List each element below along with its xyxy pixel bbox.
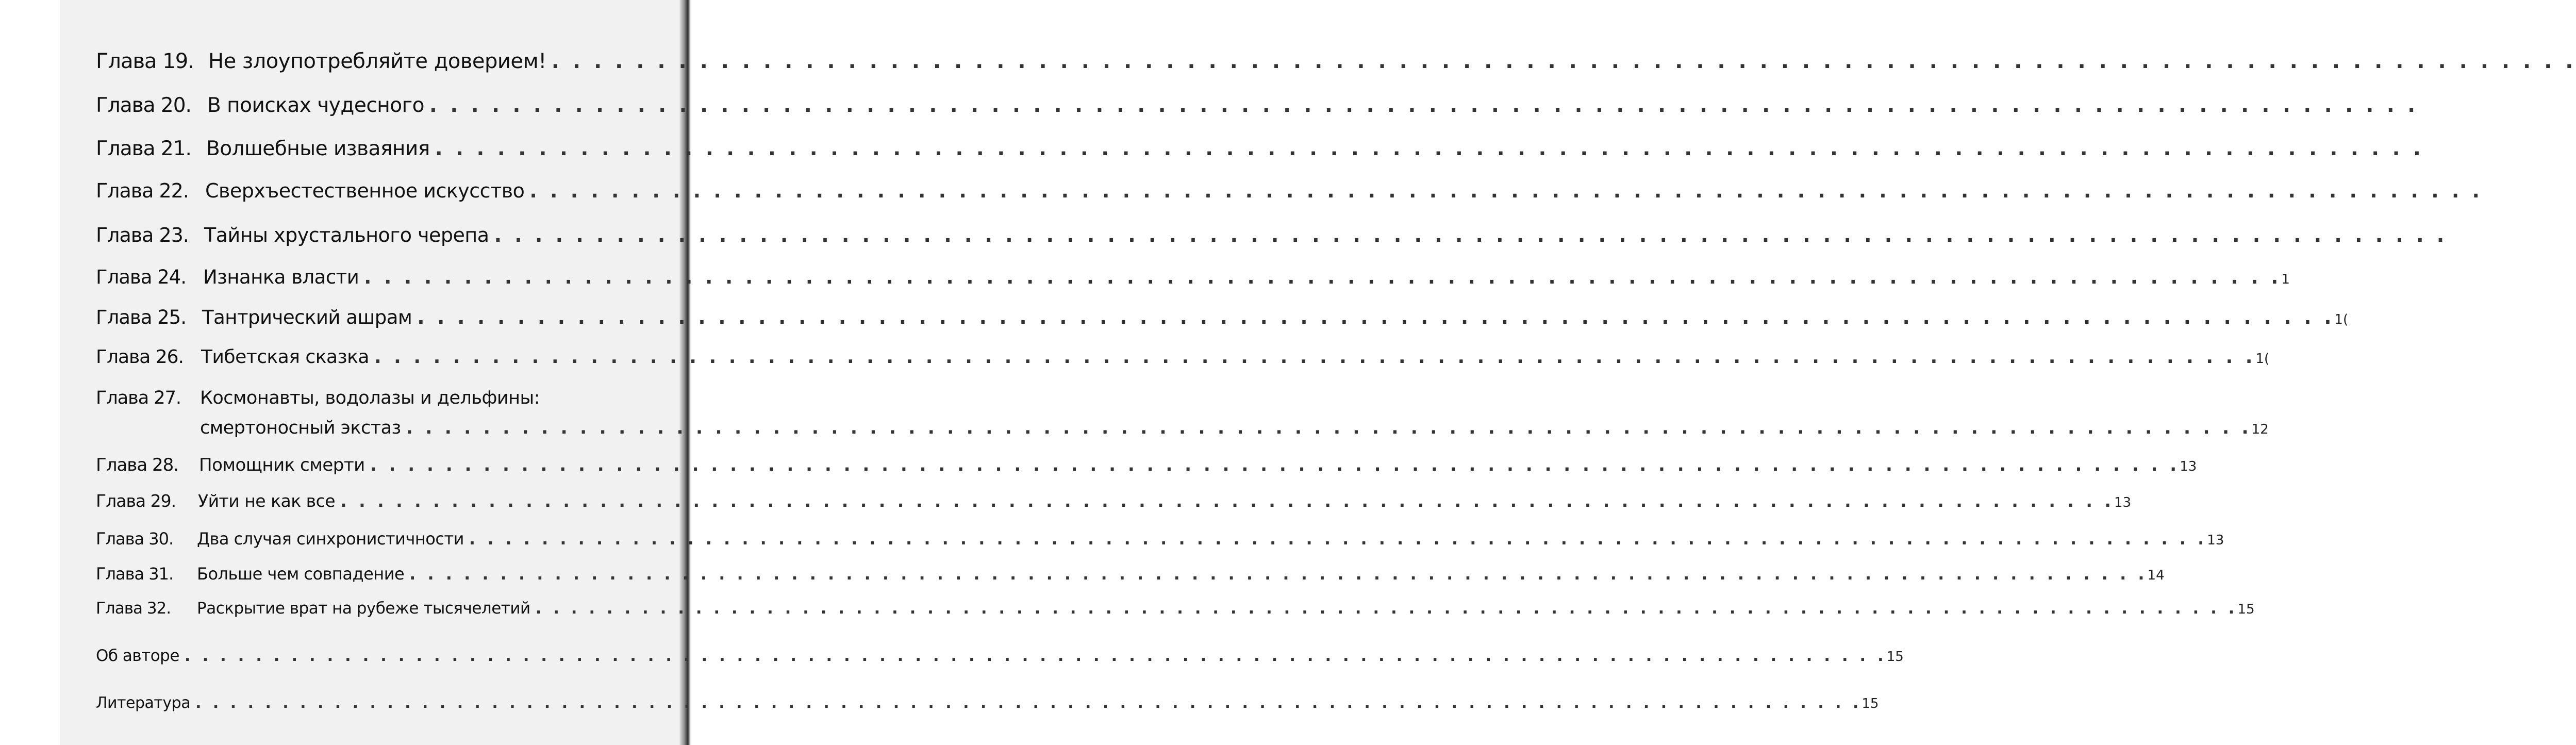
chapter-label: Глава 31. <box>96 564 174 584</box>
chapter-label: Глава 24. <box>96 266 186 288</box>
toc-entry-chapter-23 <box>96 224 2448 250</box>
chapter-title: Не злоупотребляйте доверием! <box>208 49 546 73</box>
dot-leader: . . . . . . . . . . . . . . . . . . . . . . . . . . . . . . . . . . . . . . . . . . . . . . . . . . . . . . . . . . . . . . . . . . . . . . . . . . . . . . . . . . . . . . . . . . . . . . . . <box>494 224 2448 246</box>
dot-leader: . . . . . . . . . . . . . . . . . . . . . . . . . . . . . . . . . . . . . . . . . . . . . . . . . . . . . . . . . . . . . . . . . . . . . . . . . . . . . . . . . . . . . . . . . . . . . . . . <box>529 179 2483 202</box>
toc-entry-chapter-19 <box>96 49 2576 75</box>
chapter-label: Глава 20. <box>96 94 191 117</box>
toc-entry-about-author <box>96 647 1904 672</box>
dot-leader: . . . . . . . . . . . . . . . . . . . . . . . . . . . . . . . . . . . . . . . . . . . . . . . . . . . . . . . . . . . . . . . . . . . . . . . . . . . . . . . . . . . . . . . . . . . . . . . . <box>535 599 2238 618</box>
dot-leader: . . . . . . . . . . . . . . . . . . . . . . . . . . . . . . . . . . . . . . . . . . . . . . . . . . . . . . . . . . . . . . . . . . . . . . . . . . . . . . . . . . . . . . . . . . . . . . . . <box>370 455 2180 475</box>
dot-leader: . . . . . . . . . . . . . . . . . . . . . . . . . . . . . . . . . . . . . . . . . . . . . . . . . . . . . . . . . . . . . . . . . . . . . . . . . . . . . . . . . . . . . . . . . . . . . . . . <box>435 137 2424 160</box>
toc-entry-chapter-31 <box>96 564 2165 590</box>
chapter-title: Помощник смерти <box>199 455 365 475</box>
toc-entry-chapter-25 <box>96 306 2349 332</box>
chapter-title: В поисках чудесного <box>207 94 424 117</box>
chapter-label: Глава 19. <box>96 49 194 73</box>
toc-entry-literature <box>96 694 1879 720</box>
chapter-title: Сверхъестественное искусство <box>205 179 525 202</box>
chapter-label: Глава 29. <box>96 491 176 511</box>
dot-leader: . . . . . . . . . . . . . . . . . . . . . . . . . . . . . . . . . . . . . . . . . . . . . . . . . . . . . . . . . . . . . . . . . . . . . . . . . . . . . . . . . . . . . . . . . . . . . . . . <box>195 694 1862 712</box>
chapter-title: Космонавты, водолазы и дельфины: <box>200 388 540 408</box>
page-number: 14 <box>2147 568 2165 583</box>
dot-leader: . . . . . . . . . . . . . . . . . . . . . . . . . . . . . . . . . . . . . . . . . . . . . . . . . . . . . . . . . . . . . . . . . . . . . . . . . . . . . . . . . . . . . . . . . . . . . . . . <box>469 529 2207 549</box>
page-number: 12 <box>2251 422 2269 437</box>
dot-leader: . . . . . . . . . . . . . . . . . . . . . . . . . . . . . . . . . . . . . . . . . . . . . . . . . . . . . . . . . . . . . . . . . . . . . . . . . . . . . . . . . . . . . . . . . . . . . . . . <box>364 266 2282 288</box>
toc-entry-chapter-24 <box>96 266 2290 292</box>
chapter-title: Тайны хрустального черепа <box>204 224 489 246</box>
toc-entry-chapter-29 <box>96 491 2132 517</box>
page-number: 15 <box>1862 696 1879 711</box>
dot-leader: . . . . . . . . . . . . . . . . . . . . . . . . . . . . . . . . . . . . . . . . . . . . . . . . . . . . . . . . . . . . . . . . . . . . . . . . . . . . . . . . . . . . . . . . . . . . . . . . <box>374 346 2256 368</box>
chapter-label: Глава 21. <box>96 137 191 160</box>
chapter-title: Тантрический ашрам <box>202 306 412 328</box>
page-number: 13 <box>2180 459 2197 474</box>
dot-leader: . . . . . . . . . . . . . . . . . . . . . . . . . . . . . . . . . . . . . . . . . . . . . . . . . . . . . . . . . . . . . . . . . . . . . . . . . . . . . . . . . . . . . . . . . . . . . . . . <box>406 418 2252 438</box>
dot-leader: . . . . . . . . . . . . . . . . . . . . . . . . . . . . . . . . . . . . . . . . . . . . . . . . . . . . . . . . . . . . . . . . . . . . . . . . . . . . . . . . . . . . . . . . . . . . . . . . <box>429 94 2419 117</box>
chapter-title: Тибетская сказка <box>201 346 369 368</box>
chapter-label: Глава 26. <box>96 346 184 368</box>
toc-entry-chapter-32 <box>96 599 2255 625</box>
chapter-title: Два случая синхронистичности <box>197 529 464 549</box>
chapter-label: Глава 30. <box>96 529 174 549</box>
page-number: 13 <box>2114 495 2132 510</box>
page-number: 13 <box>2207 533 2224 548</box>
page-number: 15 <box>1886 649 1904 665</box>
dot-leader: . . . . . . . . . . . . . . . . . . . . . . . . . . . . . . . . . . . . . . . . . . . . . . . . . . . . . . . . . . . . . . . . . . . . . . . . . . . . . . . . . . . . . . . . . . . . . . . . <box>340 491 2114 511</box>
page-number: 15 <box>2237 602 2255 617</box>
chapter-title: Уйти не как все <box>198 491 336 511</box>
chapter-title: Больше чем совпадение <box>197 564 405 584</box>
chapter-title: Раскрытие врат на рубеже тысячелетий <box>197 599 530 618</box>
chapter-title-continuation: смертоносный экстаз <box>200 418 401 438</box>
chapter-label: Глава 32. <box>96 599 171 618</box>
page-number: 1 <box>2281 272 2290 287</box>
dot-leader: . . . . . . . . . . . . . . . . . . . . . . . . . . . . . . . . . . . . . . . . . . . . . . . . . . . . . . . . . . . . . . . . . . . . . . . . . . . . . . . . . . . . . . . . . . . . . . . . <box>409 564 2148 584</box>
dot-leader: . . . . . . . . . . . . . . . . . . . . . . . . . . . . . . . . . . . . . . . . . . . . . . . . . . . . . . . . . . . . . . . . . . . . . . . . . . . . . . . . . . . . . . . . . . . . . . . . <box>184 647 1887 665</box>
chapter-label: Глава 23. <box>96 224 189 246</box>
chapter-label: Глава 22. <box>96 179 189 202</box>
dot-leader: . . . . . . . . . . . . . . . . . . . . . . . . . . . . . . . . . . . . . . . . . . . . . . . . . . . . . . . . . . . . . . . . . . . . . . . . . . . . . . . . . . . . . . . . . . . . . . . . <box>417 306 2335 328</box>
toc-entry-chapter-20 <box>96 94 2419 120</box>
page-number: 1( <box>2334 312 2349 327</box>
toc-entry-chapter-28 <box>96 455 2197 481</box>
chapter-label: Глава 28. <box>96 455 179 475</box>
literature-title: Литература <box>96 694 191 712</box>
toc-entry-chapter-27-continuation <box>96 418 2269 443</box>
toc-entry-chapter-22 <box>96 179 2483 205</box>
about-author-title: Об авторе <box>96 647 179 665</box>
chapter-label: Глава 27. <box>96 388 181 408</box>
chapter-title: Изнанка власти <box>203 266 359 288</box>
page-number: 1( <box>2255 351 2270 367</box>
toc-entry-chapter-26 <box>96 346 2270 372</box>
dot-leader: . . . . . . . . . . . . . . . . . . . . . . . . . . . . . . . . . . . . . . . . . . . . . . . . . . . . . . . . . . . . . . . . . . . . . . . . . . . . . . . . . . . . . . . . . . . . . . . . <box>551 49 2576 73</box>
toc-entry-chapter-27 <box>96 388 680 413</box>
toc-entry-chapter-21 <box>96 137 2424 163</box>
chapter-title: Волшебные изваяния <box>206 137 430 160</box>
toc-entry-chapter-30 <box>96 529 2224 555</box>
chapter-label: Глава 25. <box>96 306 186 328</box>
